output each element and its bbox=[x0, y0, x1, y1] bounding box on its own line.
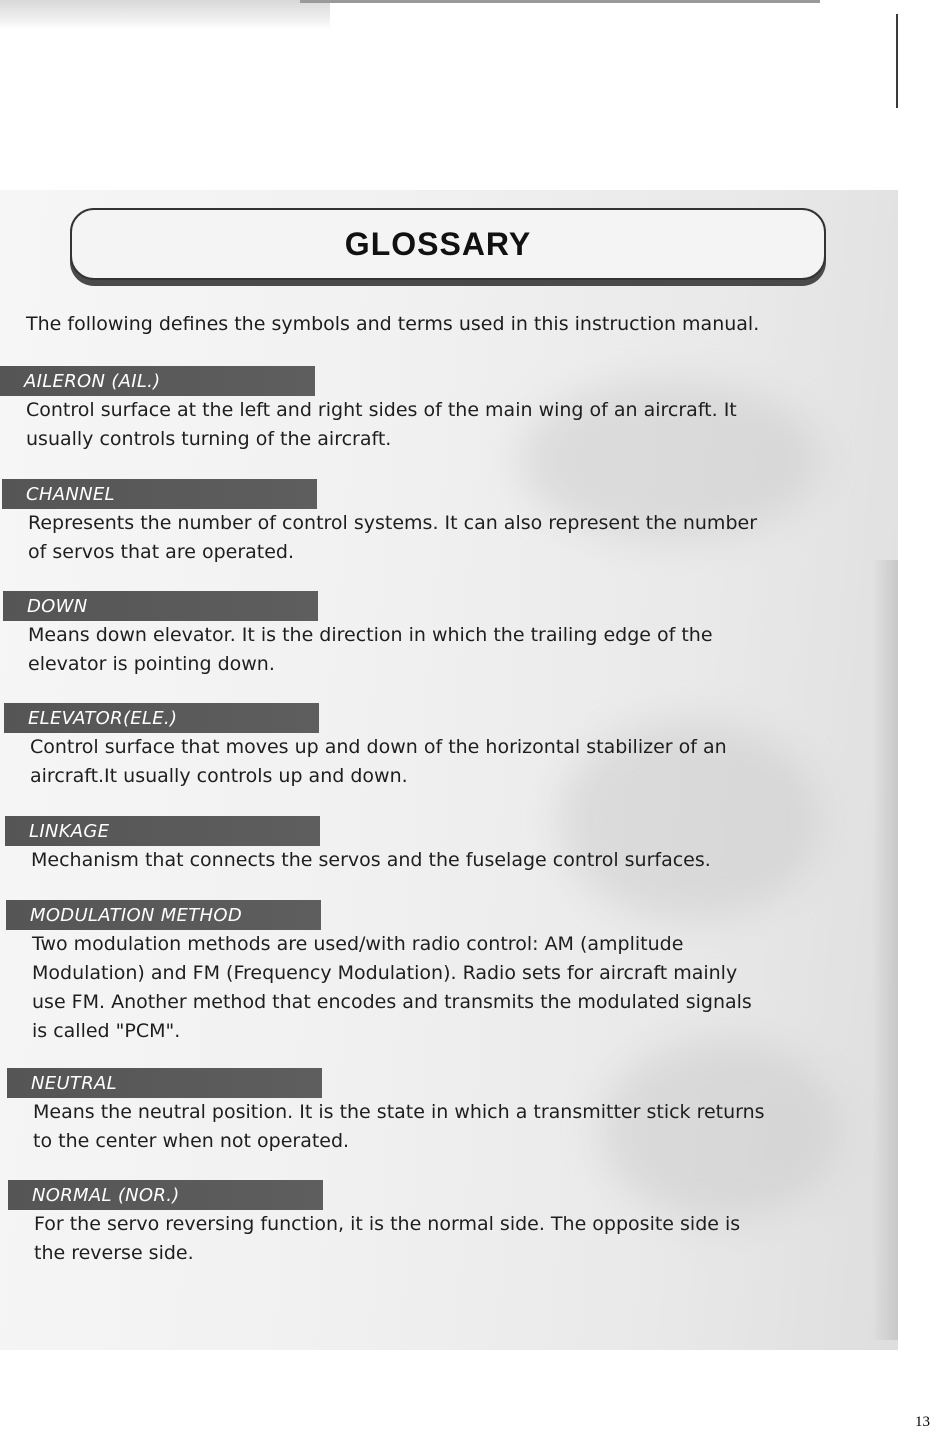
definition-line: elevator is pointing down. bbox=[28, 653, 275, 675]
scan-page-shadow bbox=[872, 560, 898, 1340]
page-title: GLOSSARY bbox=[344, 225, 532, 262]
glossary-entry bbox=[7, 1068, 867, 1156]
term-label: DOWN bbox=[27, 595, 88, 617]
definition-line: Means the neutral position. It is the state in which a transmitter stick returns bbox=[33, 1101, 765, 1123]
definition-line: of servos that are operated. bbox=[28, 541, 295, 563]
glossary-entry bbox=[3, 591, 863, 679]
glossary-title-banner bbox=[70, 208, 826, 280]
definition-line: usually controls turning of the aircraft. bbox=[26, 428, 392, 450]
glossary-entry bbox=[8, 1180, 868, 1268]
definition-line: Means down elevator. It is the direction in which the trailing edge of the bbox=[28, 624, 713, 646]
definition-line: Control surface that moves up and down of the horizontal stabilizer of an bbox=[30, 736, 727, 758]
definition-line: to the center when not operated. bbox=[33, 1130, 350, 1152]
page-number: 13 bbox=[915, 1414, 930, 1430]
intro-text: The following defines the symbols and terms used in this instruction manual. bbox=[26, 313, 760, 335]
term-heading-bar bbox=[2, 479, 317, 509]
term-definition bbox=[5, 846, 865, 875]
term-heading-bar bbox=[4, 703, 319, 733]
term-definition bbox=[7, 1098, 867, 1156]
glossary-entry bbox=[5, 816, 865, 875]
term-heading-bar bbox=[6, 900, 321, 930]
glossary-entry bbox=[0, 366, 860, 454]
term-label: ELEVATOR(ELE.) bbox=[28, 707, 178, 729]
term-label: NORMAL (NOR.) bbox=[32, 1184, 180, 1206]
scan-edge-line bbox=[300, 0, 820, 3]
definition-line: use FM. Another method that encodes and transmits the modulated signals bbox=[32, 991, 752, 1013]
term-heading-bar bbox=[0, 366, 315, 396]
term-definition bbox=[3, 621, 863, 679]
scan-margin-artifact bbox=[0, 0, 330, 30]
term-label: NEUTRAL bbox=[31, 1072, 117, 1094]
scan-edge-line-right bbox=[896, 14, 898, 108]
term-definition bbox=[6, 930, 866, 1046]
term-label: AILERON (AIL.) bbox=[24, 370, 161, 392]
definition-line: Two modulation methods are used/with radio control: AM (amplitude bbox=[32, 933, 684, 955]
definition-line: Modulation) and FM (Frequency Modulation). Radio sets for aircraft mainly bbox=[32, 962, 738, 984]
glossary-entry bbox=[2, 479, 862, 567]
term-label: CHANNEL bbox=[26, 483, 115, 505]
definition-line: the reverse side. bbox=[34, 1242, 194, 1264]
definition-line: aircraft.It usually controls up and down. bbox=[30, 765, 408, 787]
term-label: MODULATION METHOD bbox=[30, 904, 242, 926]
definition-line: For the servo reversing function, it is the normal side. The opposite side is bbox=[34, 1213, 741, 1235]
definition-line: Mechanism that connects the servos and the fuselage control surfaces. bbox=[31, 849, 711, 871]
term-definition bbox=[8, 1210, 868, 1268]
glossary-entry bbox=[4, 703, 864, 791]
term-heading-bar bbox=[7, 1068, 322, 1098]
glossary-entry bbox=[6, 900, 866, 1046]
term-heading-bar bbox=[3, 591, 318, 621]
definition-line: Control surface at the left and right sides of the main wing of an aircraft. It bbox=[26, 399, 737, 421]
definition-line: Represents the number of control systems. It can also represent the number bbox=[28, 512, 758, 534]
term-heading-bar bbox=[8, 1180, 323, 1210]
term-definition bbox=[2, 509, 862, 567]
definition-line: is called "PCM". bbox=[32, 1020, 181, 1042]
term-definition bbox=[4, 733, 864, 791]
term-label: LINKAGE bbox=[29, 820, 110, 842]
term-definition bbox=[0, 396, 860, 454]
term-heading-bar bbox=[5, 816, 320, 846]
